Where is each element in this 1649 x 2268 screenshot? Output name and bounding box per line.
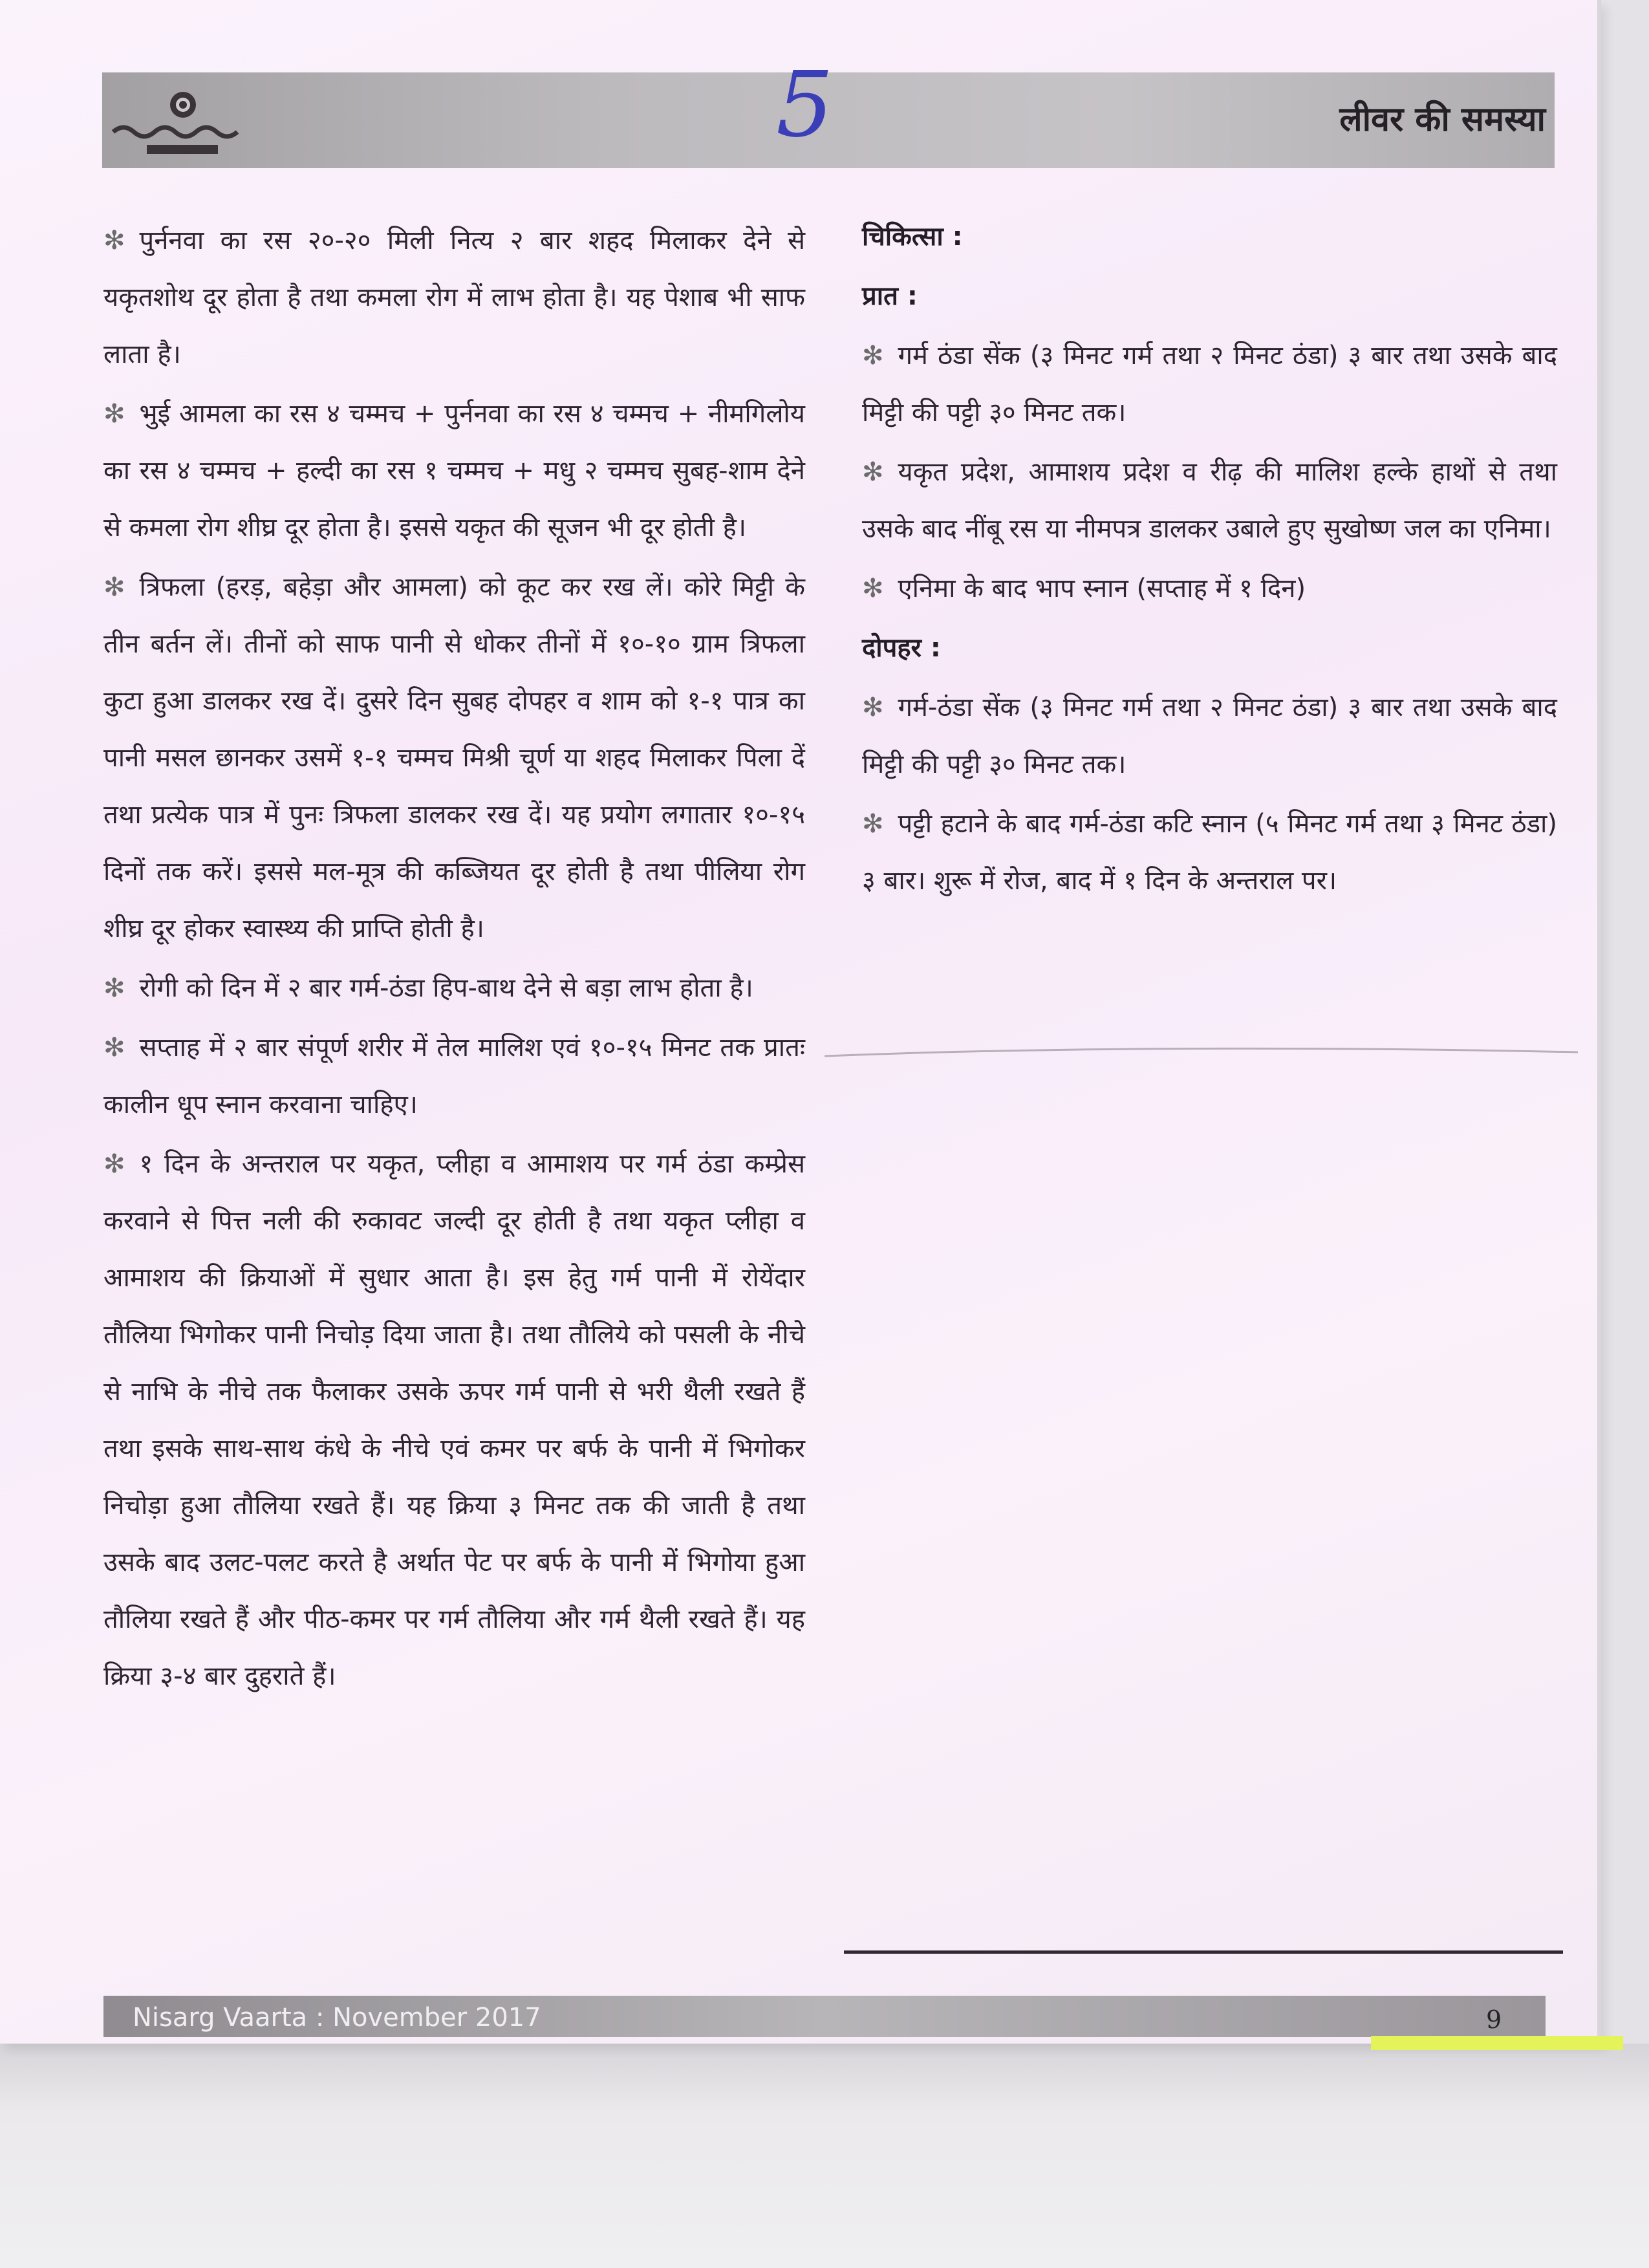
asterisk-bullet-icon: ✻ — [862, 693, 884, 722]
asterisk-bullet-icon: ✻ — [862, 341, 884, 371]
paragraph — [103, 212, 805, 383]
asterisk-bullet-icon: ✻ — [103, 973, 125, 1003]
handwritten-page-number: 5 — [776, 52, 834, 158]
asterisk-bullet-icon: ✻ — [103, 399, 125, 429]
footer-text: Nisarg Vaarta : November 2017 — [133, 2003, 541, 2033]
asterisk-bullet-icon: ✻ — [862, 457, 884, 487]
paragraph — [862, 560, 1557, 617]
paragraph — [103, 1136, 805, 1705]
paragraph-text: एनिमा के बाद भाप स्नान (सप्ताह में १ दिन) — [898, 574, 1306, 603]
footer-rule — [844, 1950, 1563, 1954]
paragraph-text: पट्टी हटाने के बाद गर्म-ठंडा कटि स्नान (५ मिनट गर्म तथा ३ मिनट ठंडा) ३ बार। शुरू में रोज, बाद में १ दिन के अन्तराल पर। — [862, 809, 1557, 896]
highlighter-strip — [1371, 2036, 1623, 2050]
asterisk-bullet-icon: ✻ — [862, 574, 884, 603]
right-column — [862, 208, 1557, 912]
paragraph — [862, 795, 1557, 909]
paragraph — [862, 444, 1557, 557]
paragraph — [103, 960, 805, 1017]
paragraph-text: गर्म ठंडा सेंक (३ मिनट गर्म तथा २ मिनट ठंडा) ३ बार तथा उसके बाद मिट्टी की पट्टी ३० मिनट तक। — [862, 341, 1557, 427]
sun-waves-logo-icon — [107, 85, 262, 163]
page-title: लीवर की समस्या — [1339, 100, 1546, 139]
paragraph — [103, 385, 805, 556]
paragraph-text: भुई आमला का रस ४ चम्मच + पुर्ननवा का रस ४ चम्मच + नीमगिलोय का रस ४ चम्मच + हल्दी का रस १ चम्मच + मधु २ चम्मच सुबह-शाम देने से कमला रोग शीघ्र दूर होता है। इससे यकृत की सूजन भी दूर होती है। — [103, 399, 805, 543]
paragraph — [862, 679, 1557, 793]
page-number: 9 — [1486, 2005, 1502, 2034]
paragraph-text: यकृत प्रदेश, आमाशय प्रदेश व रीढ़ की मालिश हल्के हाथों से तथा उसके बाद नींबू रस या नीमपत्र डालकर उबाले हुए सुखोष्ण जल का एनिमा। — [862, 457, 1557, 544]
paper-fold-crease — [824, 1044, 1578, 1061]
paragraph — [103, 559, 805, 957]
afternoon-heading: दोपहर : — [862, 633, 941, 663]
asterisk-bullet-icon: ✻ — [862, 809, 884, 839]
paragraph — [862, 327, 1557, 441]
left-column — [103, 212, 805, 1707]
underlying-page — [0, 2044, 1649, 2268]
asterisk-bullet-icon: ✻ — [103, 226, 125, 255]
paragraph-text: सप्ताह में २ बार संपूर्ण शरीर में तेल मालिश एवं १०-१५ मिनट तक प्रातः कालीन धूप स्नान करवाना चाहिए। — [103, 1033, 805, 1119]
asterisk-bullet-icon: ✻ — [103, 1149, 125, 1179]
asterisk-bullet-icon: ✻ — [103, 572, 125, 602]
paragraph-text: १ दिन के अन्तराल पर यकृत, प्लीहा व आमाशय पर गर्म ठंडा कम्प्रेस करवाने से पित्त नली की रुकावट जल्दी दूर होती है तथा यकृत प्लीहा व आमाशय की क्रियाओं में सुधार आता है। इस हेतु गर्म पानी में रोयेंदार तौलिया भिगोकर पानी निचोड़ दिया जाता है। तथा तौलिये को पसली के नीचे से नाभि के नीचे तक फैलाकर उसके ऊपर गर्म पानी से भरी थैली रखते हैं तथा इसके साथ-साथ कंधे के नीचे एवं कमर पर बर्फ के पानी में भिगोकर निचोड़ा हुआ तौलिया रखते हैं। यह क्रिया ३ मिनट तक की जाती है तथा उसके बाद उलट-पलट करते है अर्थात पेट पर बर्फ के पानी में भिगोया हुआ तौलिया रखते हैं और पीठ-कमर पर गर्म तौलिया और गर्म थैली रखते हैं। यह क्रिया ३-४ बार दुहराते हैं। — [103, 1149, 805, 1691]
treatment-heading: चिकित्सा : — [862, 222, 963, 252]
asterisk-bullet-icon: ✻ — [103, 1033, 125, 1063]
paragraph — [103, 1019, 805, 1133]
paragraph-text: रोगी को दिन में २ बार गर्म-ठंडा हिप-बाथ देने से बड़ा लाभ होता है। — [139, 973, 753, 1003]
paragraph-text: पुर्ननवा का रस २०-२० मिली नित्य २ बार शहद मिलाकर देने से यकृतशोथ दूर होता है तथा कमला रोग में लाभ होता है। यह पेशाब भी साफ लाता है। — [103, 226, 805, 369]
paragraph-text: त्रिफला (हरड़, बहेड़ा और आमला) को कूट कर रख लें। कोरे मिट्टी के तीन बर्तन लें। तीनों को साफ पानी से धोकर तीनों में १०-१० ग्राम त्रिफला कुटा हुआ डालकर रख दें। दुसरे दिन सुबह दोपहर व शाम को १-१ पात्र का पानी मसल छानकर उसमें १-१ चम्मच मिश्री चूर्ण या शहद मिलाकर पिला दें तथा प्रत्येक पात्र में पुनः त्रिफला डालकर रख दें। यह प्रयोग लगातार १०-१५ दिनों तक करें। इससे मल-मूत्र की कब्जियत दूर होती है तथा पीलिया रोग शीघ्र दूर होकर स्वास्थ्य की प्राप्ति होती है। — [103, 572, 805, 944]
morning-heading: प्रात : — [862, 281, 918, 311]
paragraph-text: गर्म-ठंडा सेंक (३ मिनट गर्म तथा २ मिनट ठंडा) ३ बार तथा उसके बाद मिट्टी की पट्टी ३० मिनट तक। — [862, 693, 1557, 779]
